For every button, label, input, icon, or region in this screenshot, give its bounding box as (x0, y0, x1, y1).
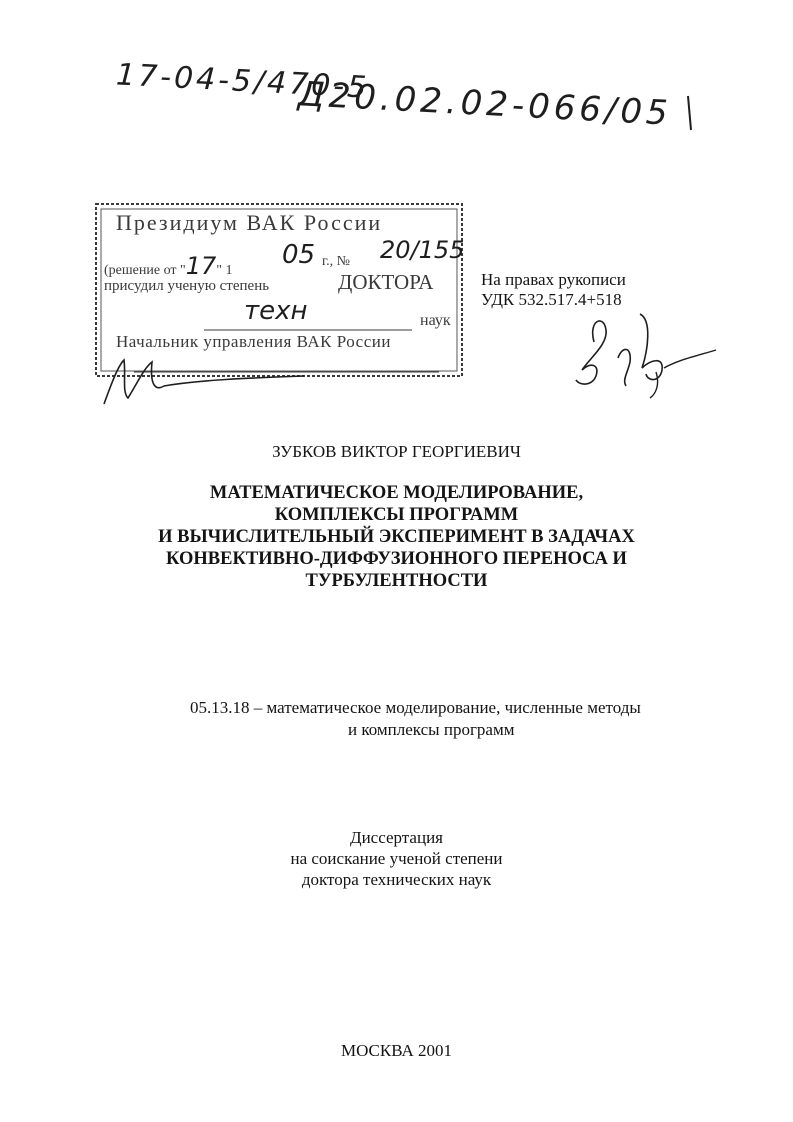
author-signature (560, 310, 720, 402)
specialty-line-2: и комплексы программ (348, 720, 515, 739)
stamp-line-presidium: Президиум ВАК России (116, 210, 383, 235)
title-line-1: МАТЕМАТИЧЕСКОЕ МОДЕЛИРОВАНИЕ, (209, 483, 584, 503)
stamp-field-handwritten: техн (244, 296, 308, 326)
title-line-2: КОМПЛЕКСЫ ПРОГРАММ (274, 505, 519, 525)
specialty-line-1: 05.13.18 – математическое моделирование, численные методы (190, 698, 641, 717)
stamp-date-month: 05 (282, 240, 316, 270)
stamp-date-separator: " 1 (216, 263, 233, 278)
dissertation-line-2: на соискание ученой степени (290, 849, 503, 868)
dissertation-line-1: Диссертация (349, 828, 443, 847)
pen-mark (684, 94, 696, 134)
handwritten-archive-number: 17-04-5/470-5 (115, 57, 371, 106)
title-line-3: И ВЫЧИСЛИТЕЛЬНЫЙ ЭКСПЕРИМЕНТ В ЗАДАЧАХ (158, 527, 635, 547)
place-and-year: МОСКВА 2001 (340, 1041, 453, 1060)
stamp-degree: ДОКТОРА (338, 270, 434, 294)
stamp-line-decision (104, 252, 232, 280)
stamp-signature (98, 352, 308, 408)
udk-code: УДК 532.517.4+518 (481, 290, 622, 309)
stamp-line-head: Начальник управления ВАК России (116, 332, 391, 351)
stamp-decision-number: 20/155 (380, 236, 465, 264)
dissertation-line-3: доктора технических наук (301, 870, 492, 889)
title-line-5: ТУРБУЛЕНТНОСТИ (305, 571, 488, 591)
stamp-year-suffix: г., № (322, 254, 351, 269)
manuscript-rights: На правах рукописи (481, 270, 626, 289)
stamp-decision-prefix: (решение от " (104, 263, 186, 278)
stamp-line-awarded (104, 278, 269, 295)
stamp-awarded-prefix: присудил ученую степень (104, 278, 270, 294)
stamp-date-day: 17 (185, 252, 217, 280)
handwritten-registration-number: Д20.02.02-066/05 (297, 74, 673, 134)
title-line-4: КОНВЕКТИВНО-ДИФФУЗИОННОГО ПЕРЕНОСА И (166, 549, 627, 569)
stamp-science-suffix: наук (420, 312, 451, 329)
author-name: ЗУБКОВ ВИКТОР ГЕОРГИЕВИЧ (272, 442, 521, 461)
